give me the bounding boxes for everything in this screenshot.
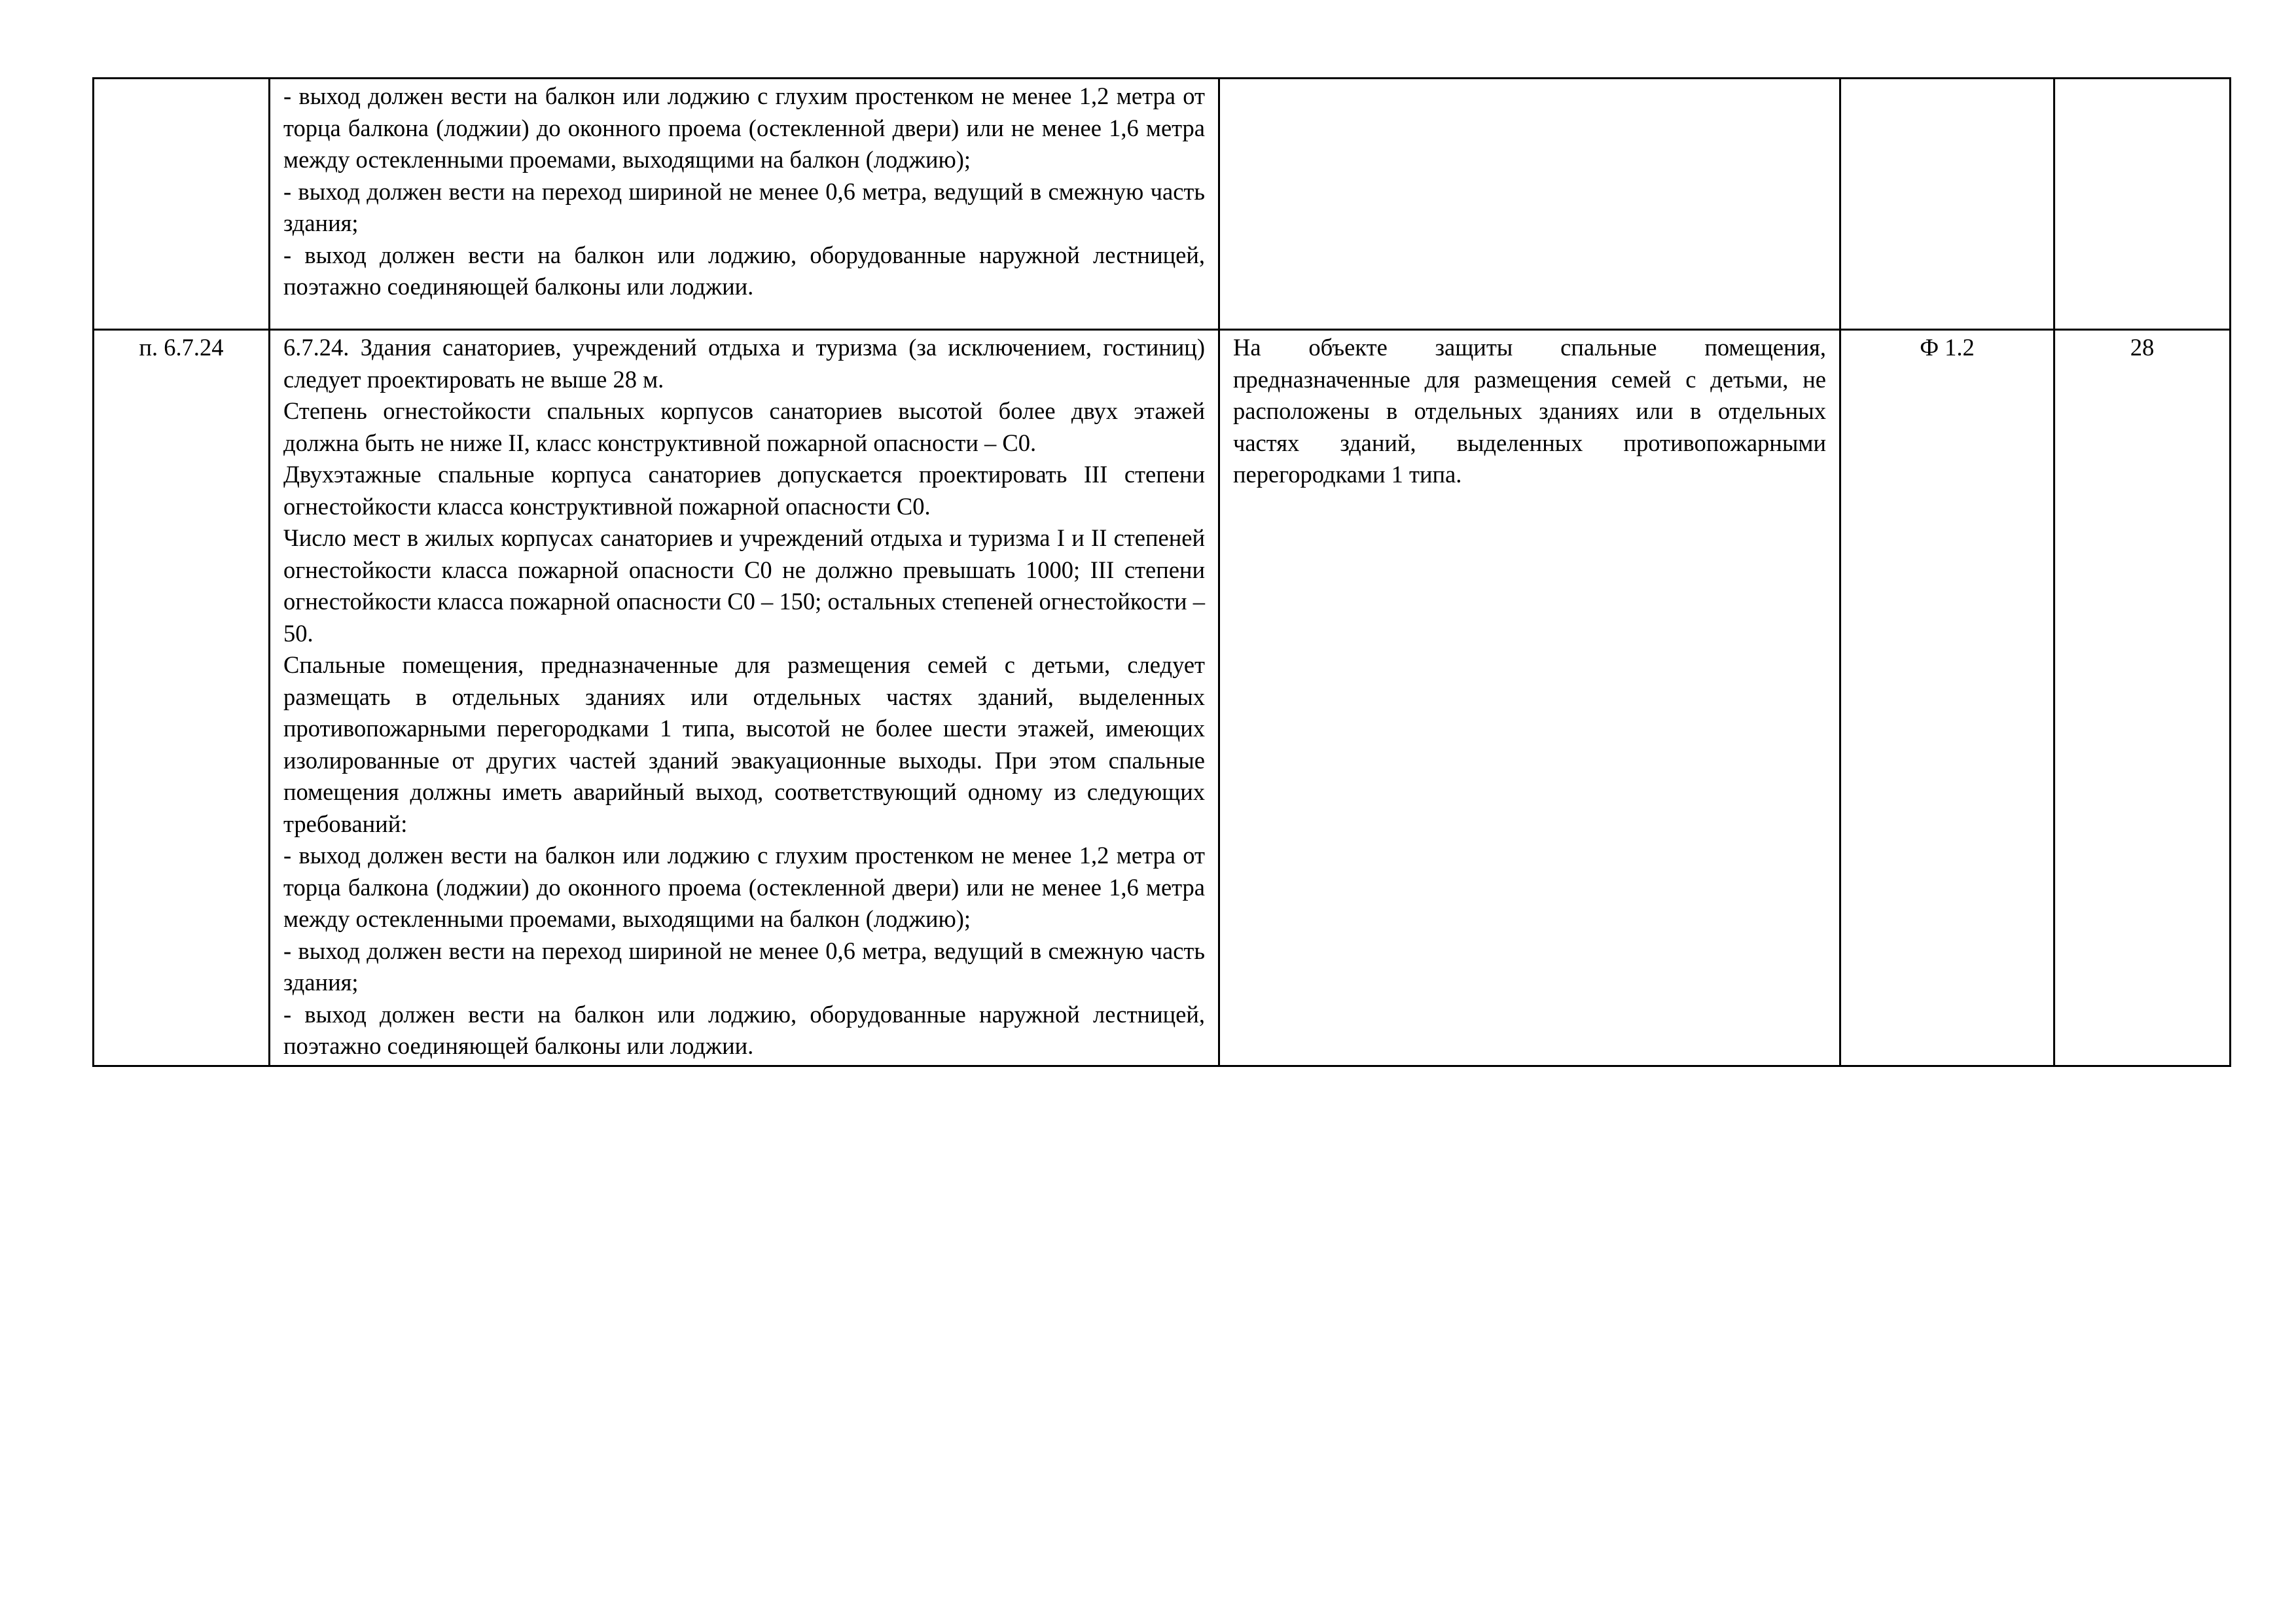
- item-number-cell: [2054, 79, 2231, 330]
- item-number-cell: 28: [2054, 330, 2231, 1066]
- clause-reference-cell: [94, 79, 270, 330]
- requirement-paragraph: Число мест в жилых корпусах санаториев и учреждений отдыха и туризма I и II степеней огнестойкости класса пожарной опасности С0 не должно превышать 1000; III степени огнестойкости класса пожарной опасности С0 – 150; остальных степеней огнестойкости – 50.: [283, 524, 1205, 647]
- requirement-paragraph: - выход должен вести на балкон или лоджию, оборудованные наружной лестницей, поэтажно соединяющей балконы или лоджии.: [283, 241, 1205, 300]
- building-class-cell: [1840, 79, 2054, 330]
- table-row: [94, 330, 2231, 1066]
- building-class-cell: Ф 1.2: [1840, 330, 2054, 1066]
- requirement-paragraph: - выход должен вести на переход шириной не менее 0,6 метра, ведущий в смежную часть здания;: [283, 177, 1205, 236]
- requirements-table: [92, 77, 2231, 1067]
- table-row: [94, 79, 2231, 330]
- requirement-paragraph: 6.7.24. Здания санаториев, учреждений отдыха и туризма (за исключением, гостиниц) следует проектировать не выше 28 м.: [283, 334, 1205, 393]
- violation-description-cell: [1219, 79, 1840, 330]
- requirement-paragraph: - выход должен вести на балкон или лоджию, оборудованные наружной лестницей, поэтажно соединяющей балконы или лоджии.: [283, 1000, 1205, 1059]
- requirement-paragraph: - выход должен вести на переход шириной не менее 0,6 метра, ведущий в смежную часть здания;: [283, 937, 1205, 996]
- requirement-paragraph: - выход должен вести на балкон или лоджию с глухим простенком не менее 1,2 метра от торца балкона (лоджии) до оконного проема (остекленной двери) или не менее 1,6 метра между остекленными проемами, выходящими на балкон (лоджию);: [283, 842, 1205, 932]
- requirement-paragraph: Степень огнестойкости спальных корпусов санаториев высотой более двух этажей должна быть не ниже II, класс конструктивной пожарной опасности – С0.: [283, 397, 1205, 456]
- clause-reference-cell: п. 6.7.24: [94, 330, 270, 1066]
- violation-description-cell: На объекте защиты спальные помещения, предназначенные для размещения семей с детьми, не расположены в отдельных зданиях или в отдельных частях зданий, выделенных противопожарными перегородками 1 типа.: [1219, 330, 1840, 1066]
- requirement-paragraph: Спальные помещения, предназначенные для размещения семей с детьми, следует размещать в отдельных зданиях или отдельных частях зданий, выделенных противопожарными перегородками 1 типа, высотой не более шести этажей, имеющих изолированные от других частей зданий эвакуационные выходы. При этом спальные помещения должны иметь аварийный выход, соответствующий одному из следующих требований:: [283, 651, 1205, 837]
- requirement-text-cell: [270, 79, 1219, 330]
- requirement-paragraph: Двухэтажные спальные корпуса санаториев допускается проектировать III степени огнестойкости класса конструктивной пожарной опасности С0.: [283, 461, 1205, 520]
- requirement-text-cell: [270, 330, 1219, 1066]
- requirement-paragraph: - выход должен вести на балкон или лоджию с глухим простенком не менее 1,2 метра от торца балкона (лоджии) до оконного проема (остекленной двери) или не менее 1,6 метра между остекленными проемами, выходящими на балкон (лоджию);: [283, 82, 1205, 173]
